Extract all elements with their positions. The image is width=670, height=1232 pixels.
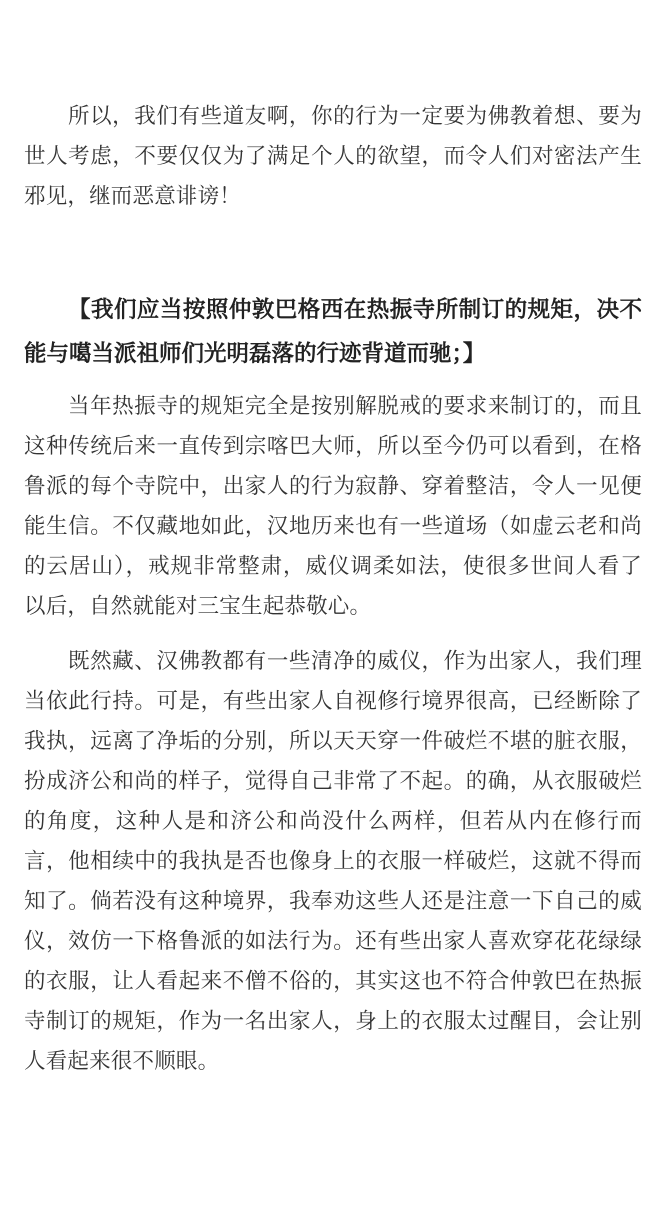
paragraph-3: 既然藏、汉佛教都有一些清净的威仪，作为出家人，我们理当依此行持。可是，有些出家人自视修行境界很高，已经断除了我执，远离了净垢的分别，所以天天穿一件破烂不堪的脏衣服，扮成济公和尚的样子，觉得自己非常了不起。的确，从衣服破烂的角度，这种人是和济公和尚没什么两样，但若从内在修行而言，他相续中的我执是否也像身上的衣服一样破烂，这就不得而知了。倘若没有这种境界，我奉劝这些人还是注意一下自己的威仪，效仿一下格鲁派的如法行为。还有些出家人喜欢穿花花绿绿的衣服，让人看起来不僧不俗的，其实这也不符合仲敦巴在热振寺制订的规矩，作为一名出家人，身上的衣服太过醒目，会让别人看起来很不顺眼。 (24, 649, 642, 1074)
paragraph-2: 当年热振寺的规矩完全是按别解脱戒的要求来制订的，而且这种传统后来一直传到宗喀巴大师，所以至今仍可以看到，在格鲁派的每个寺院中，出家人的行为寂静、穿着整洁，令人一见便能生信。不仅藏地如此，汉地历来也有一些道场（如虚云老和尚的云居山），戒规非常整肃，威仪调柔如法，使很多世间人看了以后，自然就能对三宝生起恭敬心。 (24, 394, 642, 619)
paragraph-1: 所以，我们有些道友啊，你的行为一定要为佛教着想、要为世人考虑，不要仅仅为了满足个人的欲望，而令人们对密法产生邪见，继而恶意诽谤！ (24, 104, 642, 209)
section-heading: 【我们应当按照仲敦巴格西在热振寺所制订的规矩，决不能与噶当派祖师们光明磊落的行迹背道而驰；】 (24, 297, 642, 367)
